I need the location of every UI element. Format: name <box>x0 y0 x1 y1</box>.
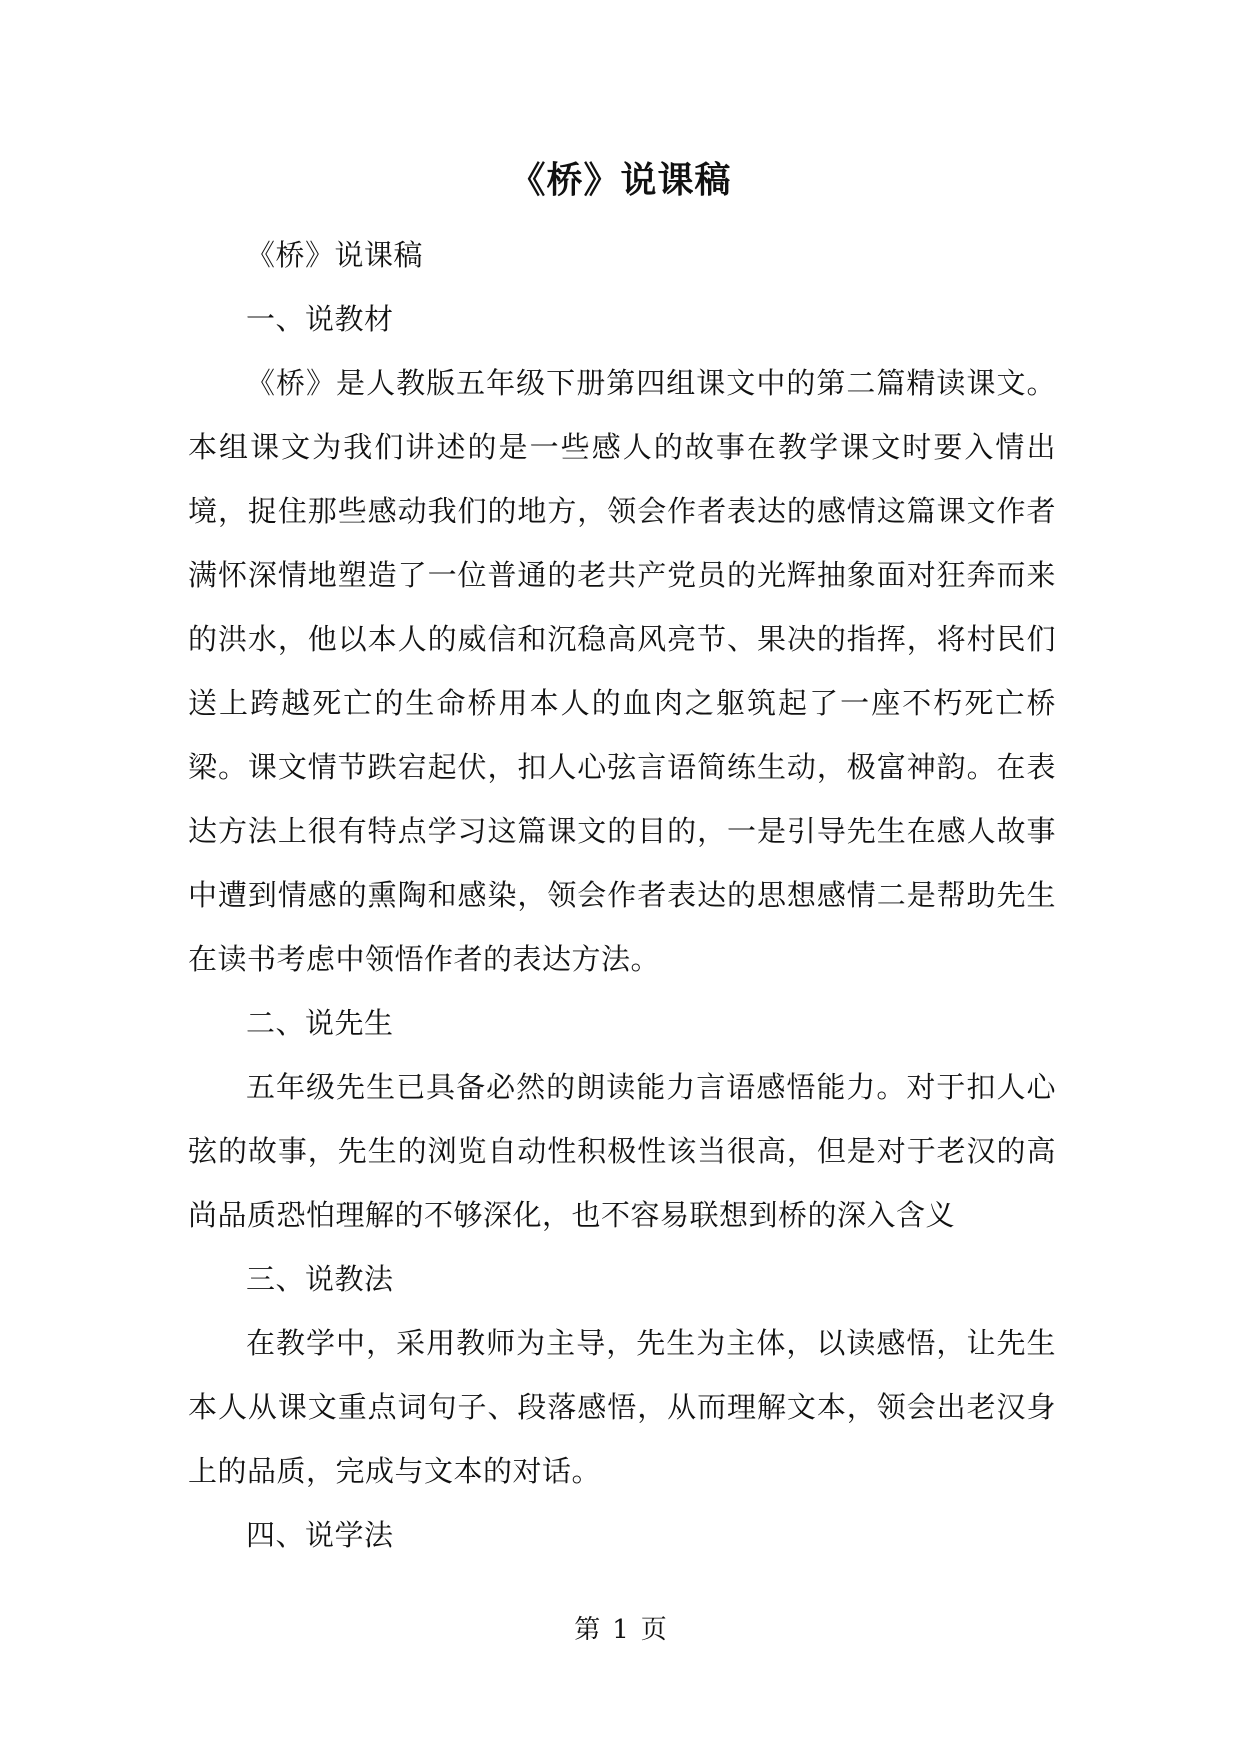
section-heading-teaching-method: 三、说教法 <box>246 1262 394 1296</box>
page-label-prefix: 第 <box>574 1615 601 1645</box>
paragraph-teaching-method: 在教学中，采用教师为主导，先生为主体，以读感悟，让先生本人从课文重点词句子、段落感悟，从而理解文本，领会出老汉身上的品质，完成与文本的对话。 <box>188 1326 1056 1488</box>
document-title: 《桥》说课稿 <box>509 159 732 201</box>
section-heading-learning-method: 四、说学法 <box>246 1518 394 1552</box>
page-number: 1 <box>612 1615 629 1645</box>
section-heading-textbook: 一、说教材 <box>246 302 394 336</box>
page-label-suffix: 页 <box>640 1615 667 1645</box>
document-body <box>188 223 1056 1567</box>
section-heading-students: 二、说先生 <box>246 1006 394 1040</box>
paragraph-students: 五年级先生已具备必然的朗读能力言语感悟能力。对于扣人心弦的故事，先生的浏览自动性积极性该当很高，但是对于老汉的高尚品质恐怕理解的不够深化，也不容易联想到桥的深入含义 <box>188 1070 1056 1232</box>
paragraph-textbook: 《桥》是人教版五年级下册第四组课文中的第二篇精读课文。本组课文为我们讲述的是一些感人的故事在教学课文时要入情出境，捉住那些感动我们的地方，领会作者表达的感情这篇课文作者满怀深情地塑造了一位普通的老共产党员的光辉抽象面对狂奔而来的洪水，他以本人的威信和沉稳高风亮节、果决的指挥，将村民们送上跨越死亡的生命桥用本人的血肉之躯筑起了一座不朽死亡桥梁。课文情节跌宕起伏，扣人心弦言语简练生动，极富神韵。在表达方法上很有特点学习这篇课文的目的，一是引导先生在感人故事中遭到情感的熏陶和感染，领会作者表达的思想感情二是帮助先生在读书考虑中领悟作者的表达方法。 <box>188 366 1056 976</box>
paragraph-subtitle: 《桥》说课稿 <box>246 238 424 272</box>
page-footer <box>0 1610 1241 1650</box>
